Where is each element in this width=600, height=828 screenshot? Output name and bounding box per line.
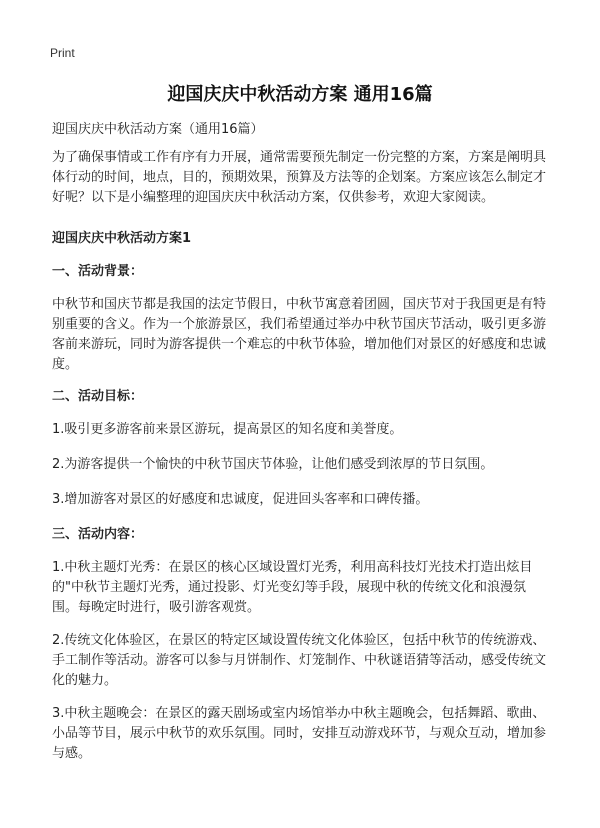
document-subtitle: 迎国庆庆中秋活动方案（通用16篇） <box>52 122 264 137</box>
document-body <box>52 120 550 777</box>
background-paragraph: 中秋节和国庆节都是我国的法定节假日，中秋节寓意着团圆，国庆节对于我国更是有特别重要的含义。作为一个旅游景区，我们希望通过举办中秋节国庆节活动，吸引更多游客前来游玩，同时为游客提供一个难忘的中秋节体验，增加他们对景区的好感度和忠诚度。 <box>52 297 547 372</box>
section-heading-goals: 二、活动目标： <box>52 389 144 404</box>
section-heading-background: 一、活动背景： <box>52 264 144 279</box>
page-title: 迎国庆庆中秋活动方案 通用16篇 <box>167 84 433 105</box>
intro-paragraph: 为了确保事情或工作有序有力开展，通常需要预先制定一份完整的方案，方案是阐明具体行动的时间，地点，目的，预期效果，预算及方法等的企划案。方案应该怎么制定才好呢？以下是小编整理的迎国庆庆中秋活动方案，仅供参考，欢迎大家阅读。 <box>52 150 547 205</box>
goal-item: 3.增加游客对景区的好感度和忠诚度，促进回头客率和口碑传播。 <box>52 492 429 507</box>
goal-item: 1.吸引更多游客前来景区游玩，提高景区的知名度和美誉度。 <box>52 422 403 437</box>
content-item: 1.中秋主题灯光秀：在景区的核心区域设置灯光秀，利用高科技灯光技术打造出炫目的"中秋节主题灯光秀，通过投影、灯光变幻等手段，展现中秋的传统文化和浪漫氛围。每晚定时进行，吸引游客观赏。 <box>52 560 533 615</box>
content-item: 3.中秋主题晚会：在景区的露天剧场或室内场馆举办中秋主题晚会，包括舞蹈、歌曲、小品等节目，展示中秋节的欢乐氛围。同时，安排互动游戏环节，与观众互动，增加参与感。 <box>52 706 547 761</box>
goal-item: 2.为游客提供一个愉快的中秋节国庆节体验，让他们感受到浓厚的节日氛围。 <box>52 457 494 472</box>
print-link[interactable]: Print <box>50 46 75 60</box>
content-item: 2.传统文化体验区，在景区的特定区域设置传统文化体验区，包括中秋节的传统游戏、手工制作等活动。游客可以参与月饼制作、灯笼制作、中秋谜语猜等活动，感受传统文化的魅力。 <box>52 633 547 688</box>
section-heading-content: 三、活动内容： <box>52 527 144 542</box>
plan-heading: 迎国庆庆中秋活动方案1 <box>52 231 192 246</box>
